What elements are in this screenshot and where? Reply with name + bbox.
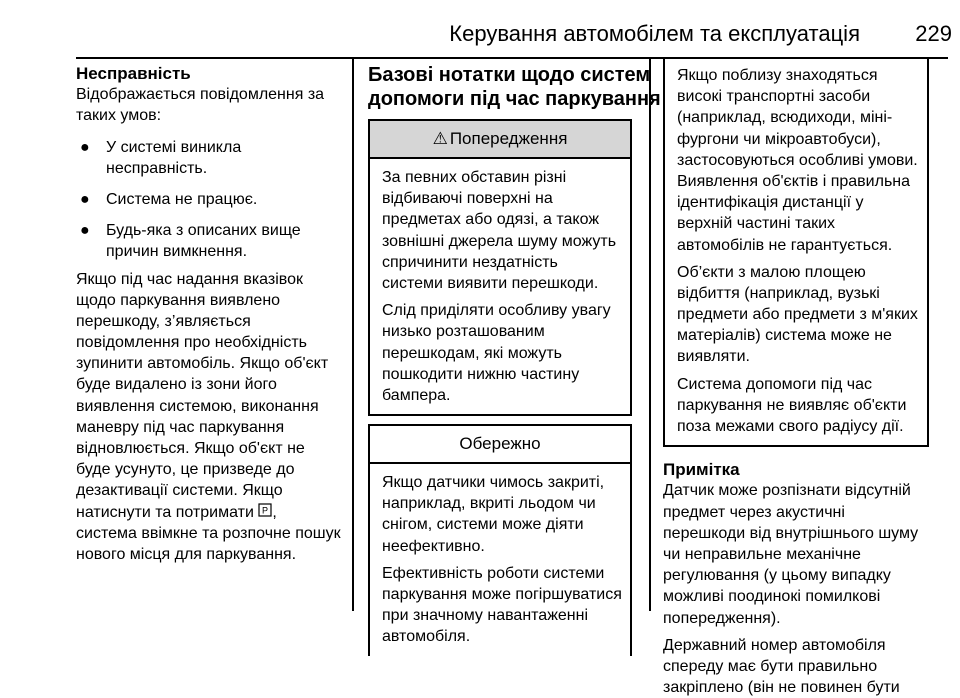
paragraph-line: маневру під час паркування: [76, 418, 285, 436]
paragraph-line: щодо паркування виявлено: [76, 291, 281, 309]
bullet-icon: ●: [80, 222, 90, 240]
paragraph-line: Ефективність роботи системи: [382, 564, 605, 582]
paragraph-line: матеріалів) система може не: [677, 327, 892, 345]
warning-box-header: [370, 121, 630, 159]
paragraph-line: застосовуються особливі умови.: [677, 151, 918, 169]
paragraph-line: повідомлення про необхідність: [76, 334, 307, 352]
continued-notice-body: [665, 59, 927, 445]
page-header-title: Керування автомобілем та експлуатація: [449, 21, 860, 46]
paragraph-line: снігом, системи може діяти: [382, 516, 584, 534]
column-2: [368, 63, 661, 656]
press-suffix: ,: [272, 503, 277, 521]
page-number: 229: [915, 21, 952, 46]
section-heading-malfunction: Несправність: [76, 64, 191, 83]
paragraph-line: перешкодам, які можуть: [382, 344, 562, 362]
paragraph-line: автомобілів не гарантується.: [677, 236, 893, 254]
paragraph-line: верхній частині таких: [677, 215, 836, 233]
paragraph-line: ідентифікація дистанції у: [677, 194, 864, 212]
warning-title: Попередження: [449, 129, 568, 148]
paragraph-line: системи виявити перешкоди.: [382, 274, 599, 292]
list-item: [76, 220, 346, 262]
paragraph-line: пошкодити нижню частину: [382, 365, 580, 383]
paragraph-line: (наприклад, всюдиходи, міні-: [677, 109, 893, 127]
paragraph-line: поза межами свого радіусу дії.: [677, 418, 904, 435]
paragraph-line: буде видалено із зони його: [76, 376, 277, 394]
paragraph-line: чи неправильне механічне: [663, 545, 861, 563]
list-item-text: Будь-яка з описаних вище: [106, 222, 301, 240]
paragraph-line: виявляти.: [677, 348, 750, 366]
paragraph-line: Виявлення об'єктів і правильна: [677, 172, 911, 190]
paragraph-line: регулювання (у цьому випадку: [663, 567, 891, 585]
paragraph-line: спереду має бути правильно: [663, 657, 878, 675]
warning-box: [368, 119, 632, 416]
note-heading: Примітка: [663, 460, 740, 480]
paragraph-line: Система допомоги під час: [677, 375, 873, 393]
paragraph-line: неефективно.: [382, 537, 485, 555]
paragraph-line: таких умов:: [76, 107, 162, 125]
paragraph-line: спричинити нездатність: [382, 253, 558, 271]
parking-assist-button-icon: [258, 502, 272, 523]
svg-text:P: P: [262, 505, 269, 516]
column-1: [76, 63, 346, 565]
paragraph: [76, 269, 346, 566]
caution-box-body: [370, 464, 630, 656]
paragraph-line: Об’єкти з малою площею: [677, 263, 866, 281]
paragraph-line: Відображається повідомлення за: [76, 86, 325, 104]
paragraph-line: закріплено (він не повинен бути: [663, 679, 900, 697]
section-heading-basics: Базові нотатки щодо систем: [368, 64, 651, 86]
paragraph-line: паркування не виявляє об'єкти: [677, 396, 907, 414]
paragraph-line: Якщо під час надання вказівок: [76, 270, 303, 288]
list-item-text: причин вимкнення.: [106, 243, 248, 261]
column-3: [663, 63, 949, 698]
continued-notice-box: [663, 59, 929, 447]
press-text: натиснути та потримати: [76, 503, 259, 521]
paragraph-line: система ввімкне та розпочне пошук: [76, 524, 341, 542]
paragraph-line: нового місця для паркування.: [76, 545, 297, 563]
warning-box-body: [370, 159, 630, 414]
paragraph-line: [76, 502, 346, 523]
paragraph-line: при значному навантаженні: [382, 607, 589, 625]
note-section: [663, 459, 949, 698]
paragraph-line: Слід приділяти особливу увагу: [382, 302, 611, 320]
paragraph-line: низько розташованим: [382, 323, 545, 341]
paragraph-line: наприклад, вкриті льодом чи: [382, 495, 596, 513]
caution-box: [368, 424, 632, 656]
paragraph-line: предмет через акустичні: [663, 503, 845, 521]
list-item: [76, 189, 346, 210]
paragraph-line: фургони чи мікроавтобуси),: [677, 130, 881, 148]
paragraph-line: Якщо поблизу знаходяться: [677, 67, 878, 84]
paragraph-line: предмети або предмети з м'яких: [677, 306, 918, 324]
paragraph-line: Якщо датчики чимось закриті,: [382, 474, 605, 492]
paragraph-line: предметах або одязі, а також: [382, 211, 600, 229]
paragraph-line: зовнішні джерела шуму можуть: [382, 232, 617, 250]
paragraph-line: За певних обставин різні: [382, 169, 567, 186]
paragraph-line: відбиття (наприклад, вузькі: [677, 284, 880, 302]
bullet-icon: ●: [80, 190, 90, 208]
column-divider-1: [352, 59, 354, 611]
paragraph-line: перешкоду, з’являється: [76, 312, 251, 330]
list-item-text: Система не працює.: [106, 190, 258, 208]
paragraph-line: можливі поодинокі помилкові: [663, 588, 881, 606]
caution-title: Обережно: [459, 434, 541, 454]
warning-triangle-icon: ⚠: [432, 129, 448, 148]
column-divider-2: [649, 59, 651, 611]
paragraph-line: попередження).: [663, 609, 781, 627]
paragraph-line: Державний номер автомобіля: [663, 636, 886, 654]
paragraph-line: виявлення системою, виконання: [76, 397, 319, 415]
paragraph-line: перешкоди від внутрішнього шуму: [663, 524, 919, 542]
list-item: [76, 137, 346, 179]
paragraph-line: бампера.: [382, 386, 451, 404]
paragraph-line: дезактивації системи. Якщо: [76, 482, 283, 500]
list-item-text: несправність.: [106, 159, 208, 177]
list-item-text: У системі виникла: [106, 138, 242, 156]
paragraph-line: паркування може погіршуватися: [382, 586, 622, 603]
section-heading-basics: допомоги під час паркування: [368, 88, 661, 110]
paragraph-line: буде усунуто, це призведе до: [76, 461, 295, 479]
paragraph-line: автомобіля.: [382, 628, 471, 646]
paragraph-line: відновлюється. Якщо об'єкт не: [76, 440, 305, 457]
paragraph-line: зупинити автомобіль. Якщо об'єкт: [76, 355, 329, 373]
paragraph-line: високі транспортні засоби: [677, 88, 871, 106]
bullet-icon: ●: [80, 138, 90, 156]
paragraph-line: Датчик може розпізнати відсутній: [663, 482, 911, 500]
caution-box-header: [370, 426, 630, 464]
paragraph-line: відбиваючі поверхні на: [382, 190, 553, 208]
